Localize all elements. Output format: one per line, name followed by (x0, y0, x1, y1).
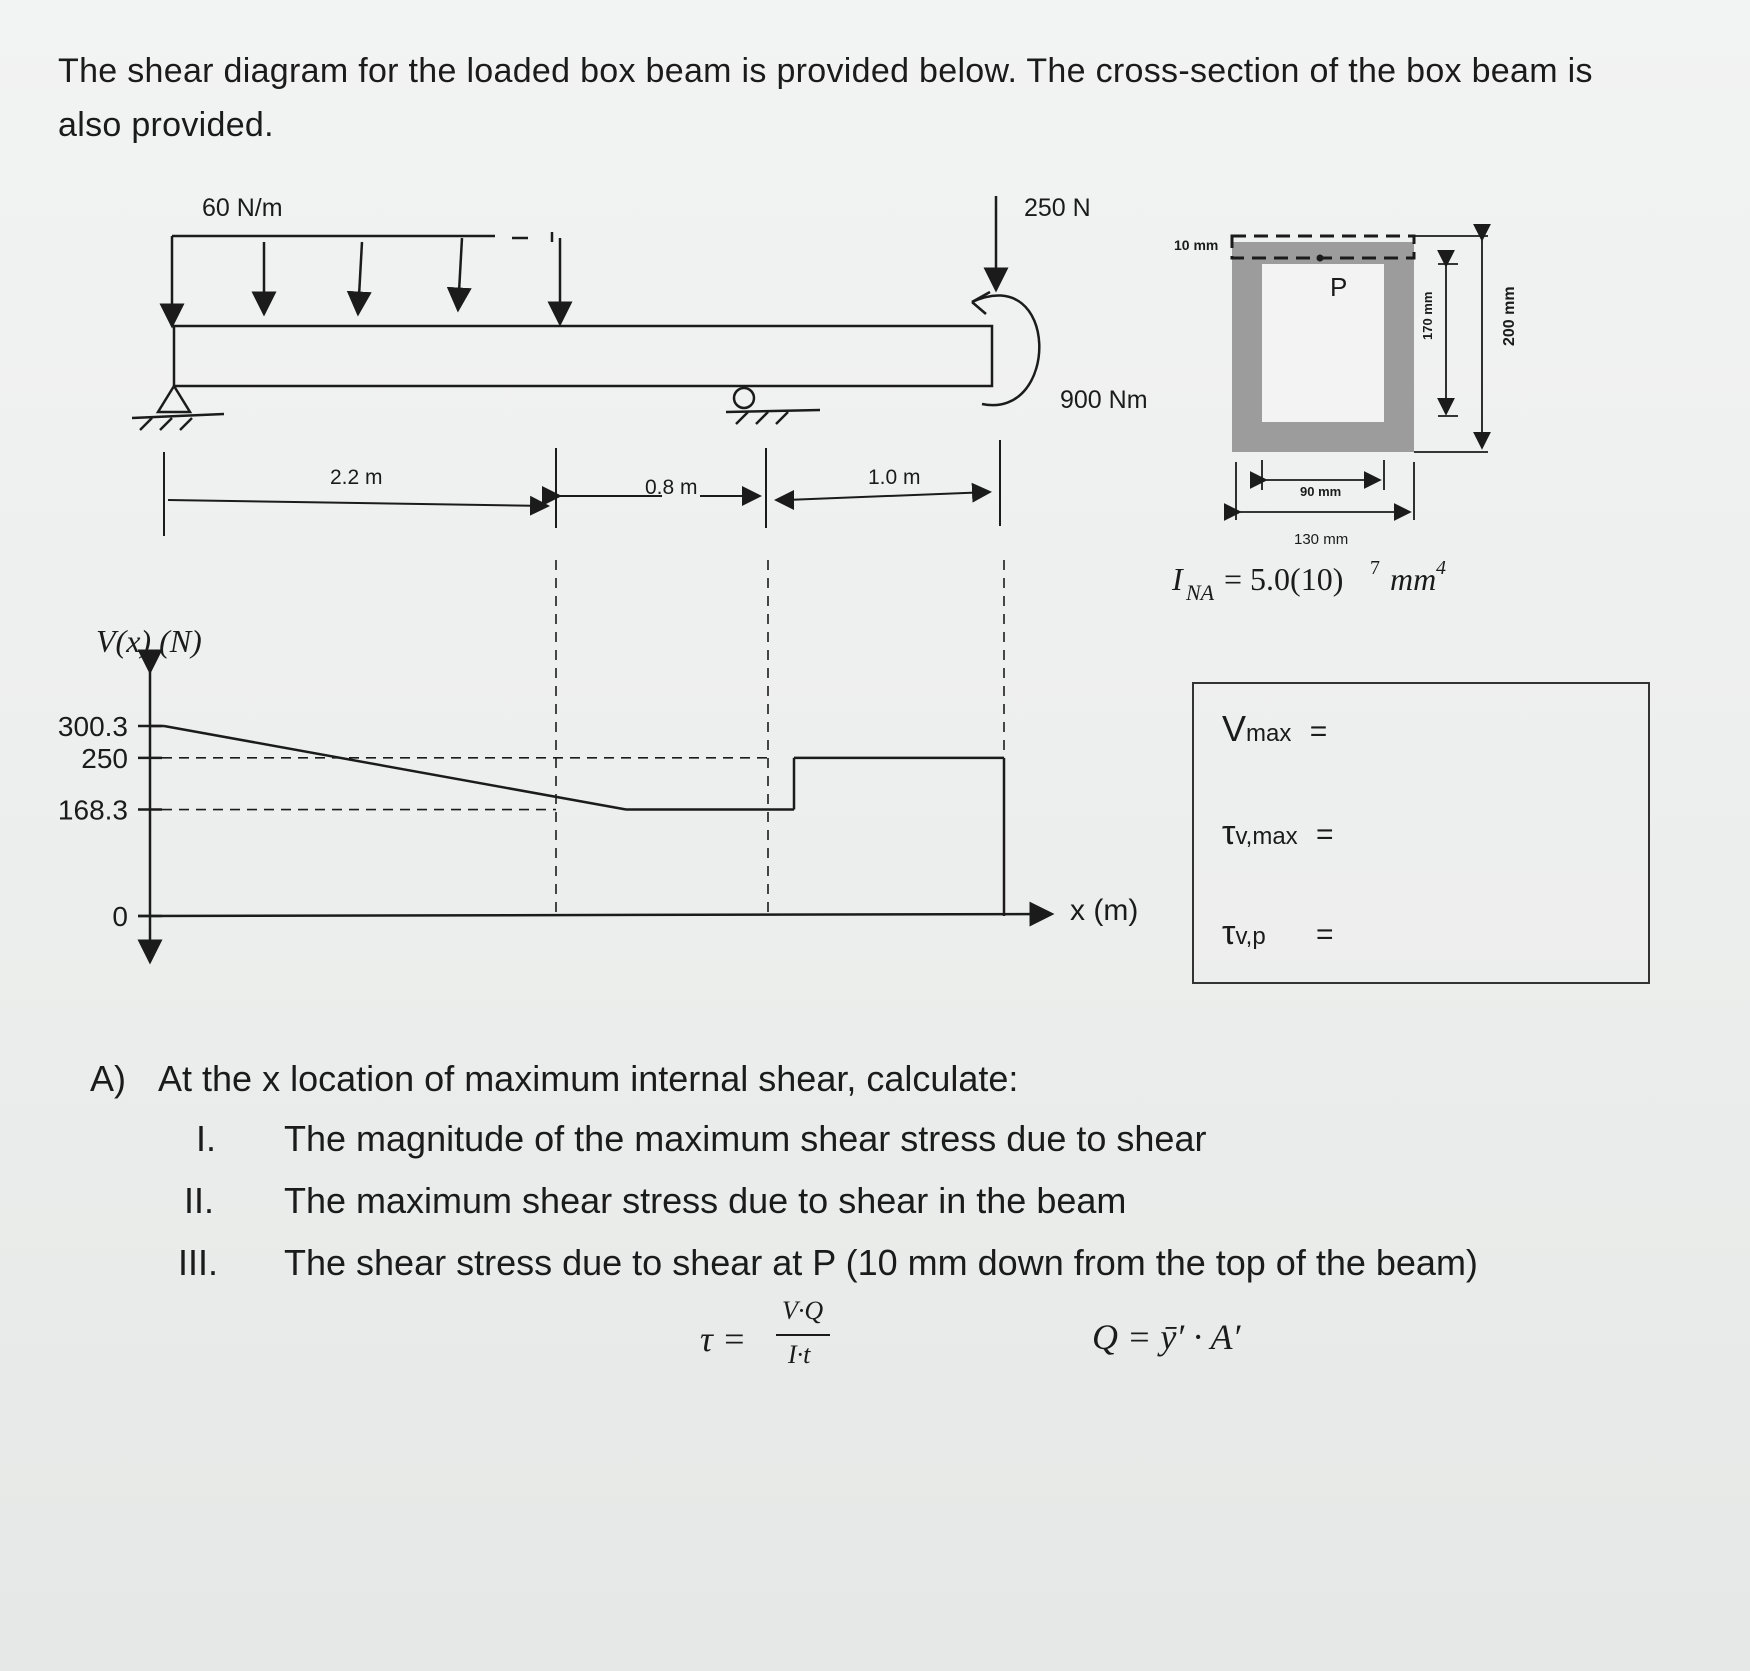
intro-text: The shear diagram for the loaded box beam is provided below. The cross-section of the box beam is also provided. (58, 52, 1593, 144)
y-tick-label: 250 (81, 742, 128, 774)
outer-height-label: 200 mm (1501, 286, 1518, 346)
shear-chart (58, 672, 1052, 962)
chart-ylabel: V(x) (N) (96, 623, 202, 659)
inner-height-label: 170 mm (1420, 291, 1435, 340)
y-tick-label: 168.3 (57, 794, 128, 826)
q-formula: Q = ȳ′ · A′ (1092, 1317, 1241, 1357)
svg-text:NA: NA (1186, 580, 1215, 605)
question-label: A) (90, 1058, 126, 1099)
span1-label: 2.2 m (330, 466, 383, 489)
point-p-marker (1317, 255, 1324, 262)
y-tick-label: 300.3 (57, 711, 128, 742)
item-num: I. (196, 1118, 217, 1159)
beam (174, 326, 992, 386)
svg-text:7: 7 (1370, 557, 1380, 579)
x-axis (138, 914, 1052, 916)
tau-max-row: τv,max = (1222, 814, 1334, 852)
tau-p-row: τv,p = (1222, 914, 1334, 952)
span3-label: 1.0 m (868, 466, 921, 489)
item-num: III. (178, 1242, 219, 1283)
dist-load-arrows (172, 236, 560, 326)
vmax-row: Vmax = (1222, 708, 1328, 749)
item-text: The magnitude of the maximum shear stress due to shear (284, 1118, 1207, 1159)
point-p-label: P (1330, 272, 1348, 302)
span2-label: 0.8 m (645, 476, 698, 499)
item-text: The shear stress due to shear at P (10 mm down from the top of the beam) (284, 1242, 1478, 1283)
item-num: II. (184, 1180, 215, 1221)
question-a (90, 1058, 1018, 1100)
svg-text:mm: mm (1390, 561, 1437, 597)
item-text: The maximum shear stress due to shear in the beam (284, 1180, 1127, 1221)
svg-text:I: I (1172, 561, 1183, 597)
guide-lines (556, 560, 1004, 912)
roller-support (726, 388, 820, 424)
chart-xlabel: x (m) (1070, 894, 1139, 927)
point-load-label: 250 N (1024, 194, 1091, 222)
svg-text:= 5.0(10): = 5.0(10) (1224, 561, 1344, 597)
y-tick-label: 0 (112, 901, 128, 932)
results-box (1192, 682, 1650, 984)
cross-section (1232, 236, 1488, 520)
moment-label: 900 Nm (1060, 386, 1148, 414)
inner-width-label: 90 mm (1300, 484, 1342, 499)
dist-load-label: 60 N/m (202, 194, 283, 222)
svg-text:4: 4 (1436, 557, 1446, 579)
flange-label: 10 mm (1174, 237, 1219, 253)
outer-width-label: 130 mm (1294, 531, 1349, 548)
question-text: At the x location of maximum internal shear, calculate: (158, 1058, 1019, 1099)
pin-support-left (132, 386, 224, 430)
ina-expression (1171, 557, 1446, 605)
